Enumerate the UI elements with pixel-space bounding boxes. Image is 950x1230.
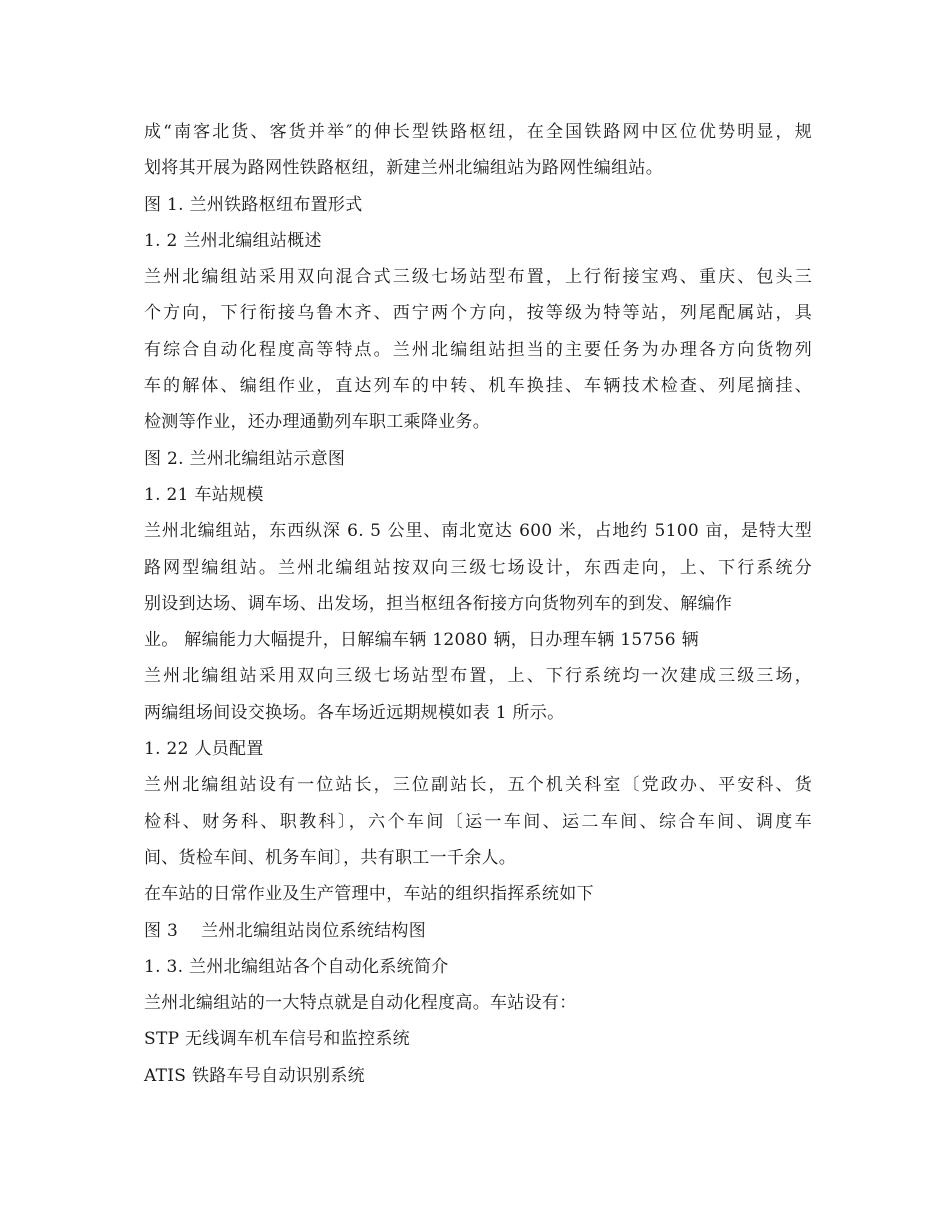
scale-line-4: 业。 解编能力大幅提升，日解编车辆 12080 辆，日办理车辆 15756 辆 [144, 630, 699, 651]
system-stp-text: STP 无线调车机车信号和监控系统 [144, 1029, 410, 1050]
intro-line-2: 划将其开展为路网性铁路枢纽，新建兰州北编组站为路网性编组站。 [144, 158, 663, 179]
staff-line-3: 间、货检车间、机务车间〕，共有职工一千余人。 [144, 847, 517, 868]
section-1-3-heading [144, 949, 812, 985]
intro-paragraph [144, 114, 812, 187]
section-1-22-heading [144, 731, 812, 767]
figure-3-caption [144, 913, 812, 949]
intro-line-1: 成“南客北货、客货并举″的伸长型铁路枢纽，在全国铁路网中区位优势明显，规 [144, 122, 812, 142]
automation-intro-text: 兰州北编组站的一大特点就是自动化程度高。车站设有： [144, 993, 577, 1014]
overview-line-4: 车的解体、编组作业，直达列车的中转、机车换挂、车辆技术检查、列尾摘挂、 [144, 376, 812, 397]
system-stp [144, 1021, 812, 1057]
staff-line-1: 兰州北编组站设有一位站长，三位副站长，五个机关科室〔党政办、平安科、货 [144, 775, 812, 796]
figure-2-caption-text: 图 2. 兰州北编组站示意图 [144, 448, 346, 469]
staff-line-2: 检科、财务科、职教科〕，六个车间〔运一车间、运二车间、综合车间、调度车 [144, 811, 812, 832]
overview-line-3: 有综合自动化程度高等特点。兰州北编组站担当的主要任务为办理各方向货物列 [144, 339, 812, 360]
figure-3-caption-text: 图 3 兰州北编组站岗位系统结构图 [144, 920, 427, 941]
scale-paragraph [144, 513, 812, 658]
overview-line-1: 兰州北编组站采用双向混合式三级七场站型布置，上行衔接宝鸡、重庆、包头三 [144, 267, 812, 288]
scale-line-2: 路网型编组站。兰州北编组站按双向三级七场设计，东西走向，上、下行系统分 [144, 557, 812, 578]
section-1-2-heading [144, 223, 812, 259]
scale-line-1: 兰州北编组站，东西纵深 6. 5 公里、南北宽达 600 米，占地约 5100 亩，是特大型 [144, 521, 812, 542]
overview-line-2: 个方向，下行衔接乌鲁木齐、西宁两个方向，按等级为特等站，列尾配属站，具 [144, 303, 812, 324]
section-1-22-heading-text: 1. 22 人员配置 [144, 739, 264, 760]
staff-paragraph [144, 767, 812, 876]
scale-line-3: 别设到达场、调车场、出发场，担当枢纽各衔接方向货物列车的到发、解编作 [144, 593, 733, 614]
figure-1-caption-text: 图 1. 兰州铁路枢纽布置形式 [144, 194, 363, 215]
layout-line-1: 兰州北编组站采用双向三级七场站型布置，上、下行系统均一次建成三级三场， [144, 666, 812, 687]
figure-2-caption [144, 441, 812, 477]
section-1-3-heading-text: 1. 3. 兰州北编组站各个自动化系统简介 [144, 956, 449, 977]
overview-paragraph [144, 259, 812, 440]
section-1-2-heading-text: 1. 2 兰州北编组站概述 [144, 230, 322, 251]
section-1-21-heading-text: 1. 21 车站规模 [144, 484, 264, 505]
system-atis [144, 1058, 812, 1094]
layout-line-2: 两编组场间设交换场。各车场近远期规模如表 1 所示。 [144, 702, 565, 723]
org-sentence [144, 876, 812, 912]
org-sentence-text: 在车站的日常作业及生产管理中，车站的组织指挥系统如下 [144, 884, 594, 905]
document-page [144, 114, 812, 1094]
figure-1-caption [144, 187, 812, 223]
system-atis-text: ATIS 铁路车号自动识别系统 [144, 1065, 365, 1086]
automation-intro [144, 985, 812, 1021]
overview-line-5: 检测等作业，还办理通勤列车职工乘降业务。 [144, 412, 490, 433]
layout-paragraph [144, 658, 812, 731]
section-1-21-heading [144, 477, 812, 513]
